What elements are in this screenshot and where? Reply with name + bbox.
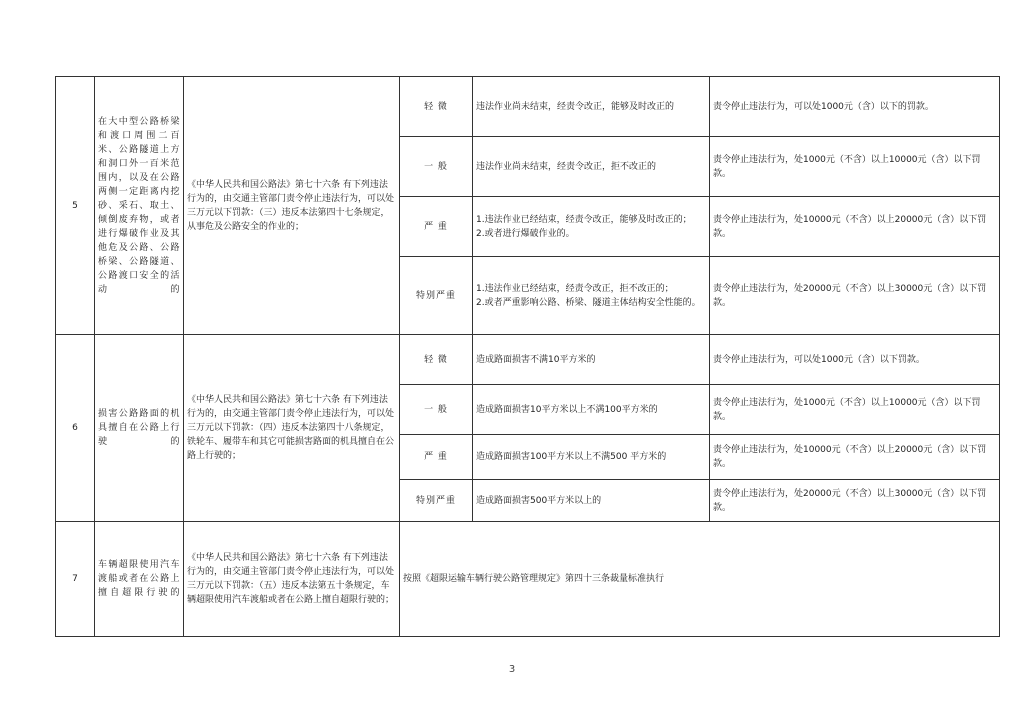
severity-level: 轻 微	[400, 335, 473, 385]
merged-penalty-standard: 按照《超限运输车辆行驶公路管理规定》第四十三条裁量标准执行	[400, 522, 1000, 637]
row-number: 7	[56, 522, 95, 637]
legal-basis: 《中华人民共和国公路法》第七十六条 有下列违法行为的，由交通主管部门责令停止违法行为，可以处三万元以下罚款：（五）违反本法第五十条规定，车辆超限使用汽车渡船或者在公路上擅自超限行驶的；	[184, 522, 400, 637]
severity-level: 严 重	[400, 197, 473, 257]
violation-circumstance: 造成路面损害100平方米以上不满500 平方米的	[473, 435, 710, 480]
table-row	[56, 77, 1000, 137]
page-number: 3	[508, 664, 516, 675]
legal-basis: 《中华人民共和国公路法》第七十六条 有下列违法行为的，由交通主管部门责令停止违法行为，可以处三万元以下罚款：（四）违反本法第四十八条规定，铁轮车、履带车和其它可能损害路面的机具擅自在公路上行驶的；	[184, 335, 400, 522]
penalty-standard: 责令停止违法行为，处20000元（不含）以上30000元（含）以下罚款。	[710, 257, 1000, 335]
penalty-standard: 责令停止违法行为，处1000元（不含）以上10000元（含）以下罚款。	[710, 137, 1000, 197]
legal-basis: 《中华人民共和国公路法》第七十六条 有下列违法行为的，由交通主管部门责令停止违法行为，可以处三万元以下罚款：（三）违反本法第四十七条规定，从事危及公路安全的作业的；	[184, 77, 400, 335]
violation-circumstance: 1.违法作业已经结束，经责令改正，拒不改正的； 2.或者严重影响公路、桥梁、隧道主体结构安全性能的。	[473, 257, 710, 335]
severity-level: 一 般	[400, 137, 473, 197]
violation-description: 在大中型公路桥梁和渡口周围二百米、公路隧道上方和洞口外一百米范围内，以及在公路两侧一定距离内挖砂、采石、取土、倾倒废弃物，或者进行爆破作业及其他危及公路、公路桥梁、公路隧道、公路渡口安全的活动的	[95, 77, 184, 335]
penalty-table	[55, 76, 1000, 637]
penalty-standard: 责令停止违法行为，处20000元（不含）以上30000元（含）以下罚款。	[710, 480, 1000, 522]
violation-description: 车辆超限使用汽车渡船或者在公路上擅自超限行驶的	[95, 522, 184, 637]
row-number: 6	[56, 335, 95, 522]
table-row	[56, 522, 1000, 637]
severity-level: 轻 微	[400, 77, 473, 137]
violation-circumstance: 违法作业尚未结束，经责令改正，能够及时改正的	[473, 77, 710, 137]
violation-description: 损害公路路面的机具擅自在公路上行驶的	[95, 335, 184, 522]
violation-circumstance: 造成路面损害500平方米以上的	[473, 480, 710, 522]
violation-circumstance: 造成路面损害不满10平方米的	[473, 335, 710, 385]
severity-level: 特别严重	[400, 257, 473, 335]
row-number: 5	[56, 77, 95, 335]
severity-level: 特别严重	[400, 480, 473, 522]
violation-circumstance: 造成路面损害10平方米以上不满100平方米的	[473, 385, 710, 435]
penalty-standard: 责令停止违法行为，可以处1000元（含）以下罚款。	[710, 335, 1000, 385]
violation-circumstance: 1.违法作业已经结束，经责令改正，能够及时改正的； 2.或者进行爆破作业的。	[473, 197, 710, 257]
penalty-standard: 责令停止违法行为，处10000元（不含）以上20000元（含）以下罚款。	[710, 197, 1000, 257]
penalty-standard: 责令停止违法行为，可以处1000元（含）以下的罚款。	[710, 77, 1000, 137]
penalty-standard: 责令停止违法行为，处10000元（不含）以上20000元（含）以下罚款。	[710, 435, 1000, 480]
severity-level: 一 般	[400, 385, 473, 435]
table-row	[56, 335, 1000, 385]
penalty-standard: 责令停止违法行为，处1000元（不含）以上10000元（含）以下罚款。	[710, 385, 1000, 435]
severity-level: 严 重	[400, 435, 473, 480]
violation-circumstance: 违法作业尚未结束，经责令改正，拒不改正的	[473, 137, 710, 197]
